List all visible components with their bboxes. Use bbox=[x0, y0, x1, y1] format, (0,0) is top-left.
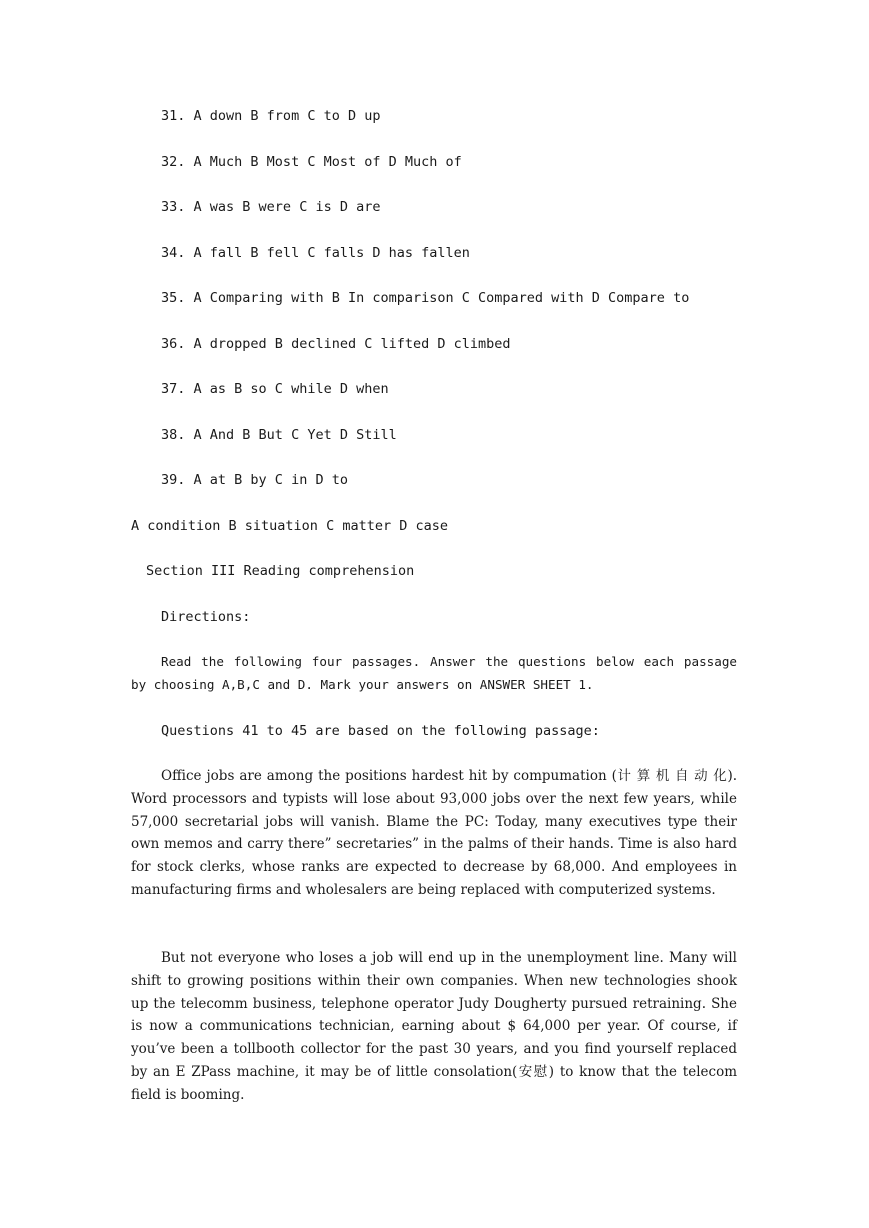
option-34 bbox=[161, 244, 470, 262]
option-40: A condition B situation C matter D case bbox=[131, 518, 448, 534]
option-number: 37. bbox=[161, 381, 186, 397]
option-number: 32. bbox=[161, 154, 186, 170]
option-number: 31. bbox=[161, 108, 186, 124]
option-text: A fall B fell C falls D has fallen bbox=[193, 245, 470, 261]
option-36 bbox=[161, 335, 511, 353]
option-text: A as B so C while D when bbox=[193, 381, 389, 397]
option-38 bbox=[161, 426, 397, 444]
option-31 bbox=[161, 107, 380, 125]
option-text: A down B from C to D up bbox=[193, 108, 381, 124]
section-heading: Section III Reading comprehension bbox=[146, 563, 415, 579]
questions-intro: Questions 41 to 45 are based on the following passage: bbox=[161, 723, 600, 739]
option-number: 39. bbox=[161, 472, 186, 488]
option-text: A at B by C in D to bbox=[193, 472, 348, 488]
option-number: 38. bbox=[161, 427, 186, 443]
option-number: 33. bbox=[161, 199, 186, 215]
option-text: A dropped B declined C lifted D climbed bbox=[193, 336, 511, 352]
passage-paragraph-1: Office jobs are among the positions hardest hit by compumation (计 算 机 自 动 化). Word processors and typists will lose about 93,000 jobs over the next few years, while 57,000 secretarial jobs will vanish. Blame the PC: Today, many executives type their own memos and carry there” secretaries” in the palms of their hands. Time is also hard for stock clerks, whose ranks are expected to decrease by 68,000. And employees in manufacturing firms and wholesalers are being replaced with computerized systems. bbox=[131, 768, 737, 898]
option-text: A was B were C is D are bbox=[193, 199, 381, 215]
option-number: 34. bbox=[161, 245, 186, 261]
option-number: 35. bbox=[161, 290, 186, 306]
option-39 bbox=[161, 471, 348, 489]
option-text: A And B But C Yet D Still bbox=[193, 427, 397, 443]
option-35 bbox=[161, 289, 689, 307]
option-text: A Much B Most C Most of D Much of bbox=[193, 154, 462, 170]
passage-paragraph-2: But not everyone who loses a job will end up in the unemployment line. Many will shift to growing positions within their own companies. When new technologies shook up the telecomm business, telephone operator Judy Dougherty pursued retraining. She is now a communications technician, earning about $ 64,000 per year. Of course, if you’ve been a tollbooth collector for the past 30 years, and you find yourself replaced by an E ZPass machine, it may be of little consolation(安慰) to know that the telecom field is booming. bbox=[131, 950, 737, 1103]
directions-label: Directions: bbox=[161, 609, 251, 625]
option-33 bbox=[161, 198, 380, 216]
option-text: A Comparing with B In comparison C Compared with D Compare to bbox=[193, 290, 690, 306]
directions-text: Read the following four passages. Answer the questions below each passage by choosing A,B,C and D. Mark your answers on ANSWER SHEET 1. bbox=[131, 654, 737, 692]
option-number: 36. bbox=[161, 336, 186, 352]
option-37 bbox=[161, 380, 389, 398]
option-32 bbox=[161, 153, 462, 171]
